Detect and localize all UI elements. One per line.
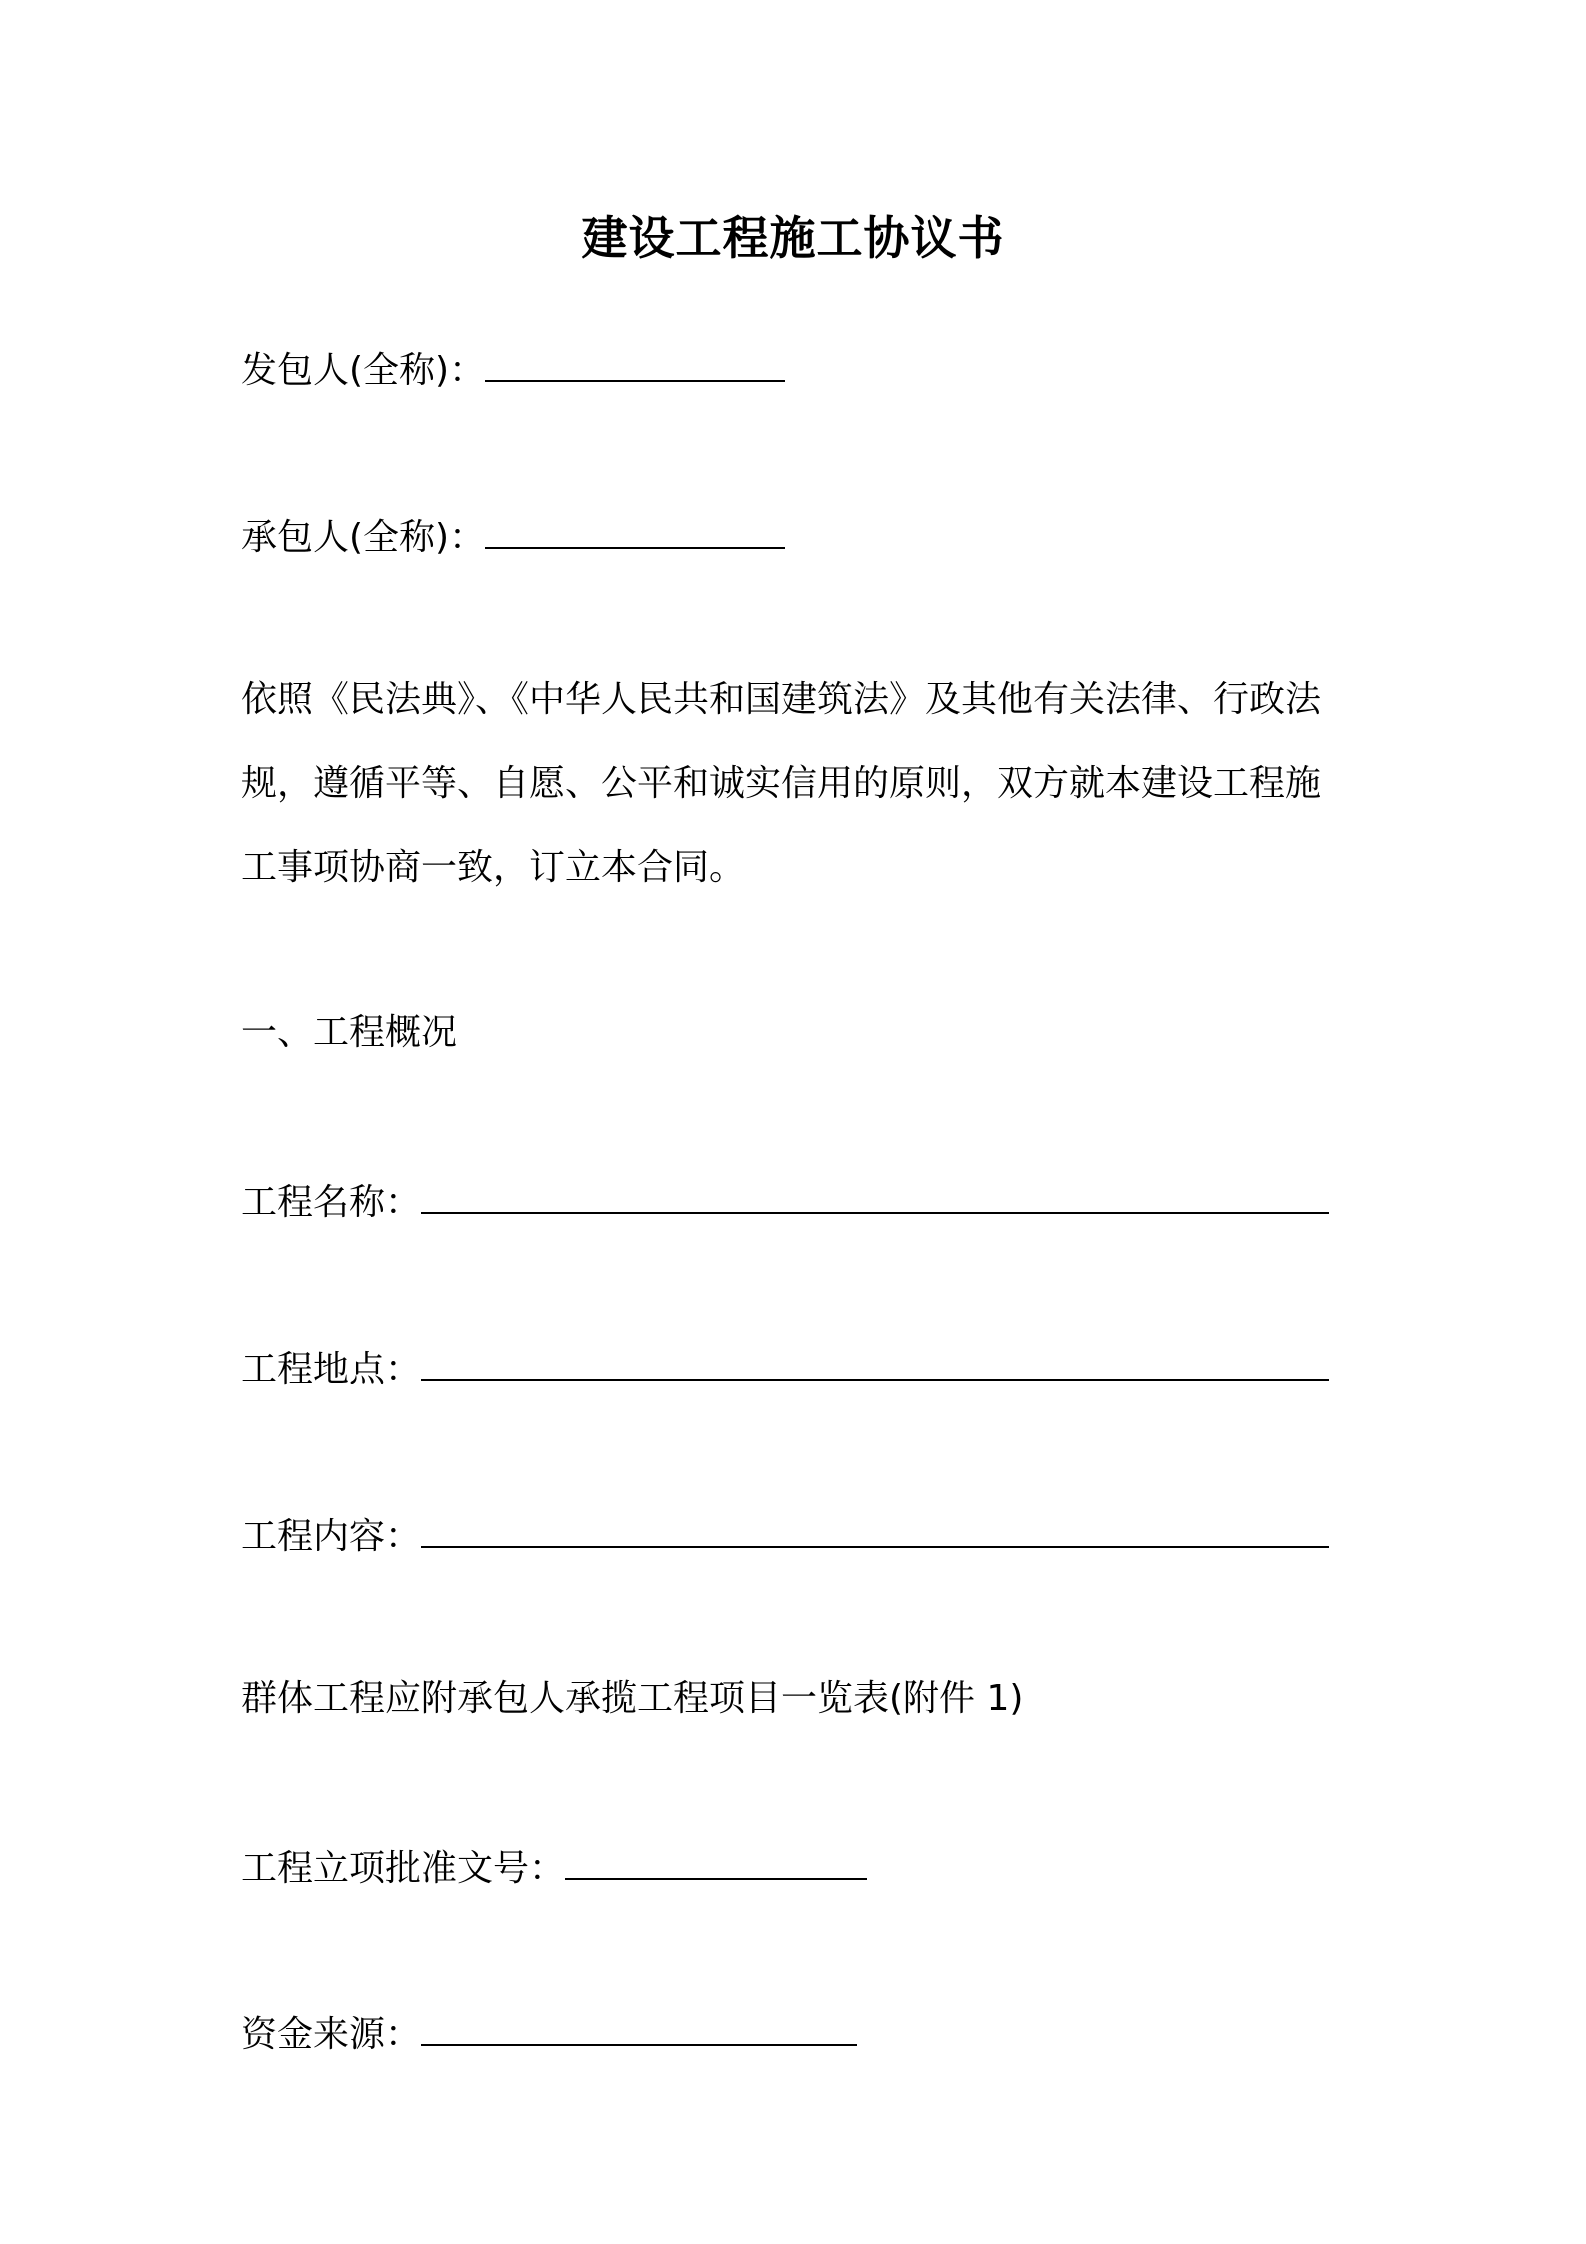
intro-paragraph-line-1: 依照《民法典》、《中华人民共和国建筑法》及其他有关法律、行政法 bbox=[241, 679, 1322, 720]
project-location-blank-field[interactable] bbox=[421, 1341, 1329, 1381]
project-name-line bbox=[241, 1174, 1329, 1228]
funding-source-blank-field[interactable] bbox=[421, 2006, 857, 2046]
funding-source-line bbox=[241, 2006, 857, 2060]
contractor-blank-field[interactable] bbox=[485, 509, 785, 549]
approval-number-blank-field[interactable] bbox=[565, 1840, 867, 1880]
project-location-label: 工程地点： bbox=[241, 1349, 422, 1390]
section-heading: 一、工程概况 bbox=[241, 1012, 458, 1053]
intro-paragraph-line-3: 工事项协商一致，订立本合同。 bbox=[241, 847, 746, 888]
project-content-label: 工程内容： bbox=[241, 1516, 422, 1557]
document-title: 建设工程施工协议书 bbox=[581, 211, 1005, 265]
employer-line bbox=[241, 342, 785, 396]
project-content-blank-field[interactable] bbox=[421, 1508, 1329, 1548]
approval-number-line bbox=[241, 1840, 867, 1894]
employer-blank-field[interactable] bbox=[485, 342, 785, 382]
project-location-line bbox=[241, 1341, 1329, 1395]
approval-number-label: 工程立项批准文号： bbox=[241, 1848, 566, 1889]
contractor-line bbox=[241, 509, 785, 563]
employer-label: 发包人(全称)： bbox=[241, 350, 486, 391]
contractor-label: 承包人(全称)： bbox=[241, 517, 486, 558]
project-name-label: 工程名称： bbox=[241, 1182, 422, 1223]
project-content-line bbox=[241, 1508, 1329, 1562]
intro-paragraph-line-2: 规，遵循平等、自愿、公平和诚实信用的原则，双方就本建设工程施 bbox=[241, 763, 1322, 804]
project-name-blank-field[interactable] bbox=[421, 1174, 1329, 1214]
group-project-note: 群体工程应附承包人承揽工程项目一览表(附件 1) bbox=[241, 1678, 1024, 1719]
funding-source-label: 资金来源： bbox=[241, 2014, 422, 2055]
